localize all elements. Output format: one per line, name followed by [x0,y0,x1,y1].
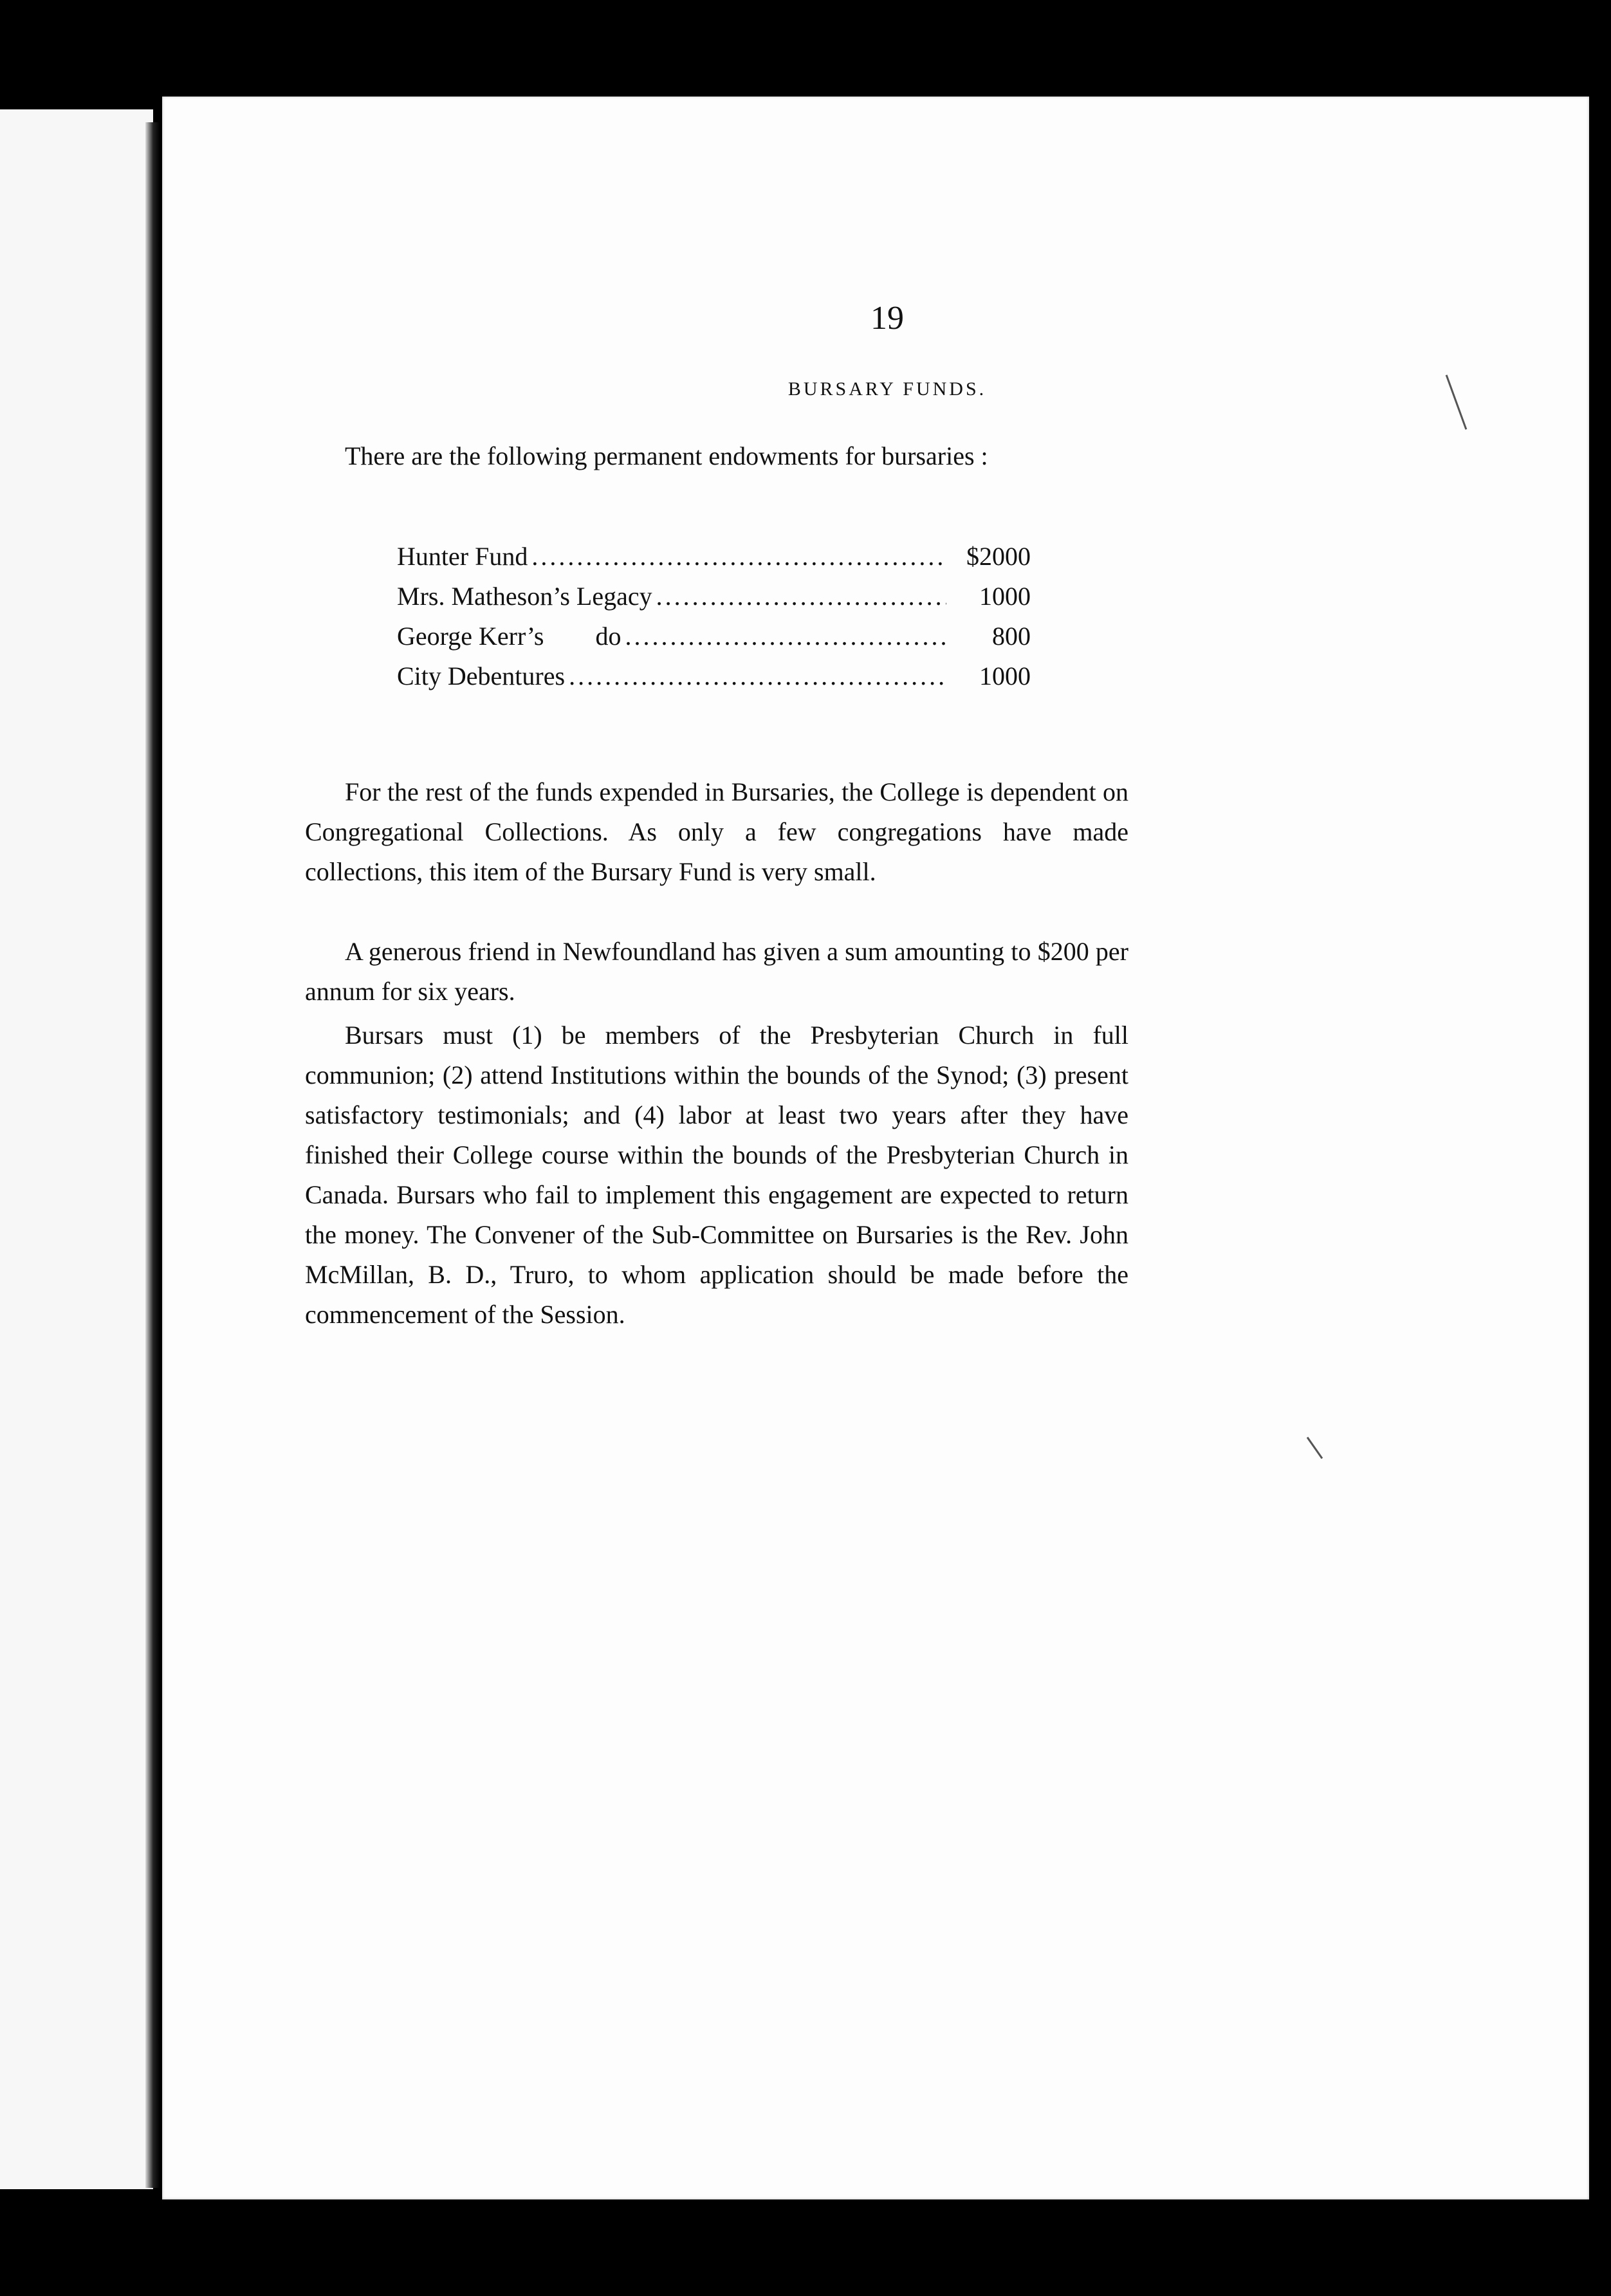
endowment-row [397,616,1031,656]
page-number: 19 [870,300,904,337]
dot-leader [569,656,946,696]
document-page [162,97,1589,2199]
paragraph-collections: For the rest of the funds expended in Bursaries, the College is dependent on Congregational Collections. As only a few congregations have made collections, this item of the Bursary Fund is very small. [305,777,1128,886]
scan-mark [1307,1437,1323,1459]
endowment-amount: 800 [992,622,1031,651]
endowments-list [397,537,1031,696]
endowment-row [397,656,1031,696]
endowment-amount: $2000 [966,542,1031,571]
dot-leader [625,616,946,656]
endowment-amount: 1000 [979,582,1031,611]
endowment-amount: 1000 [979,662,1031,690]
facing-page [0,109,153,2189]
endowment-row [397,577,1031,616]
dot-leader [656,577,946,616]
endowment-name: George Kerr’s do [397,622,621,651]
paragraph-newfoundland-gift: A generous friend in Newfoundland has given a sum amounting to $200 per annum for six years. [305,937,1128,1006]
endowment-name: City Debentures [397,662,566,690]
section-title: BURSARY FUNDS. [787,378,987,400]
endowment-name: Hunter Fund [397,542,528,571]
intro-paragraph: There are the following permanent endowments for bursaries : [345,441,988,470]
endowment-name: Mrs. Matheson’s Legacy [397,582,652,611]
book-gutter [145,122,160,2188]
endowment-row [397,537,1031,577]
dot-leader [531,537,946,577]
paragraph-bursar-conditions: Bursars must (1) be members of the Presbyterian Church in full communion; (2) attend Institutions within the bounds of the Synod; (3) present satisfactory testimonials; and (4) labor at least two years after they have finished their College course within the bounds of the Presbyterian Church in Canada. Bursars who fail to implement this engagement are expected to return the money. The Convener of the Sub-Committee on Bursaries is the Rev. John McMillan, B. D., Truro, to whom application should be made before the commencement of the Session. [305,1021,1128,1329]
